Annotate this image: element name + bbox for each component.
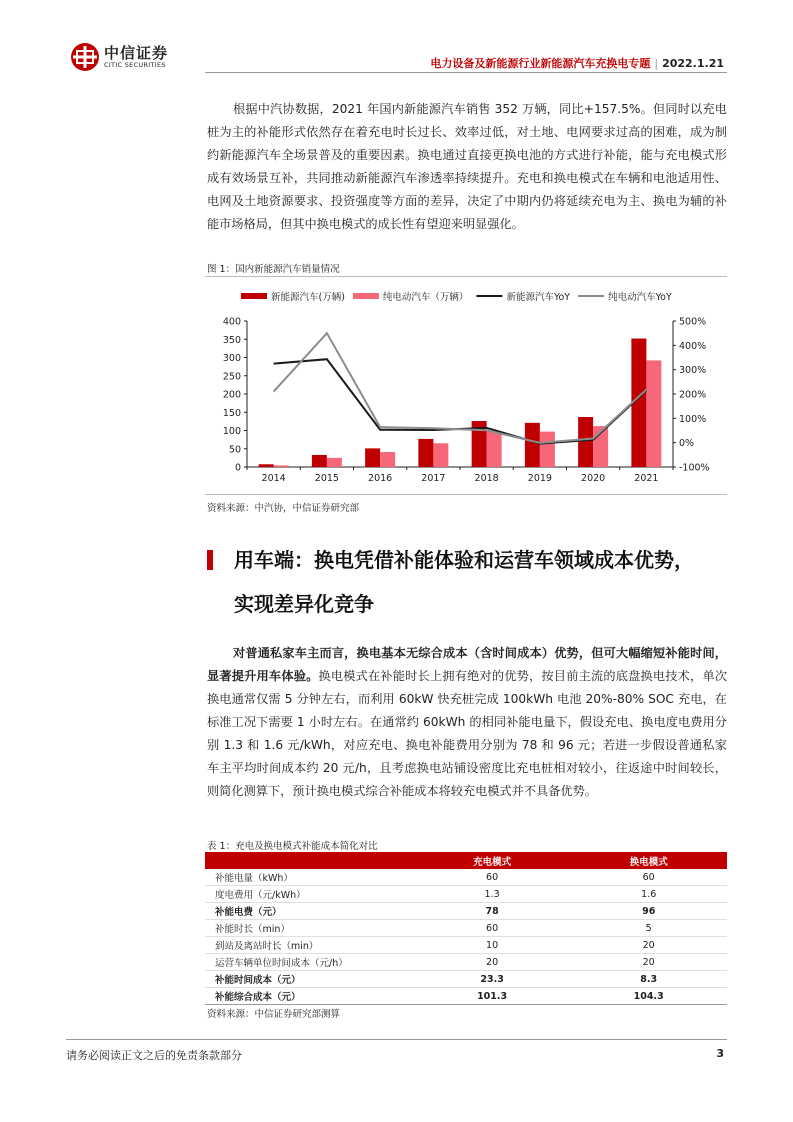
swap-value: 104.3 [570,988,727,1005]
row-label: 度电费用（元/kWh） [205,886,414,903]
intro-paragraph: 根据中汽协数据，2021 年国内新能源汽车销售 352 万辆，同比+157.5%。但同时以充电桩为主的补能形式依然存在着充电时长过长、效率过低，对土地、电网要求过高的困难，成为制约新能源汽车全场景普及的重要因素。换电通过直接更换电池的方式进行补能，能与充电模式形成有效场景互补，共同推动新能源汽车渗透率持续提升。充电和换电模式在车辆和电池适用性、电网及土地资源要求、投资强度等方面的差异，决定了中期内仍将延续充电为主、换电为辅的补能市场格局，但其中换电模式的成长性有望迎来明显强化。 [207,102,727,231]
y-tick-label: 100 [222,426,241,437]
swap-value: 1.6 [570,886,727,903]
cost-comparison-table [205,852,727,1005]
footer-disclaimer: 请务必阅读正文之后的免责条款部分 [66,1049,242,1062]
header-divider [205,72,727,73]
bar-nev [259,464,274,467]
x-tick-label: 2018 [474,473,499,484]
x-tick-label: 2019 [527,473,552,484]
table-row [205,954,727,971]
bar-bev [433,443,448,467]
swap-value: 5 [570,920,727,937]
bar-bev [646,360,661,467]
legend-label: 新能源汽车YoY [506,292,571,303]
charge-value: 101.3 [414,988,571,1005]
y-tick-label: 150 [222,407,241,419]
x-tick-label: 2017 [421,473,446,484]
report-date: 2022.1.21 [662,57,724,70]
section-heading-line1: 用车端：换电凭借补能体验和运营车领域成本优势， [234,548,694,572]
legend-label: 纯电动汽车（万辆） [382,292,469,303]
bar-nev [312,455,327,467]
table-row [205,988,727,1005]
header-separator: | [654,57,659,70]
y-tick-label: 400 [222,316,241,328]
swap-value: 96 [570,903,727,920]
bar-nev [365,448,380,467]
bar-nev [578,417,593,467]
bar-bev [380,452,395,467]
header-blank [205,852,414,869]
row-label: 补能电量（kWh） [205,869,414,886]
header-charge: 充电模式 [414,852,571,869]
charge-value: 60 [414,869,571,886]
legend-label: 新能源汽车(万辆) [271,292,345,303]
y2-tick-label: 200% [679,389,707,401]
x-tick-label: 2015 [314,473,339,484]
table-row [205,971,727,988]
analysis-bold-lead: 对普通私家车主而言，换电基本无综合成本（含时间成本）优势，但可大幅缩短补能时间，显著提升用车体验。 [207,646,727,683]
logo-chinese-name: 中信证券 [104,44,169,62]
table-title: 表 1：充电及换电模式补能成本简化对比 [207,841,378,852]
logo-english-name: CITIC SECURITIES [104,61,166,69]
section-heading-line2: 实现差异化竞争 [234,592,374,616]
row-label: 补能综合成本（元） [205,988,414,1005]
y-tick-label: 0 [234,462,241,474]
row-label: 运营车辆单位时间成本（元/h） [205,954,414,971]
bar-bev [274,465,289,467]
x-tick-label: 2021 [634,473,659,484]
table-header-row [205,852,727,869]
y2-tick-label: 500% [679,316,707,328]
charge-value: 60 [414,920,571,937]
bar-bev [540,432,555,467]
y2-tick-label: 100% [679,413,707,425]
row-label: 到站及离站时长（min） [205,937,414,954]
x-tick-label: 2016 [368,473,393,484]
y-tick-label: 350 [222,334,241,346]
figure-source: 资料来源：中汽协，中信证券研究部 [207,503,360,514]
table-row [205,937,727,954]
figure-bottom-rule [205,494,727,495]
charge-value: 10 [414,937,571,954]
section-marker [207,550,213,570]
legend-label: 纯电动汽车YoY [608,292,672,303]
x-tick-label: 2014 [261,473,286,484]
swap-value: 60 [570,869,727,886]
legend-swatch [353,293,379,299]
y2-tick-label: 400% [679,340,707,352]
x-tick-label: 2020 [581,473,606,484]
row-label: 补能时长（min） [205,920,414,937]
y-tick-label: 250 [222,371,241,383]
legend-swatch [241,293,267,299]
header-swap: 换电模式 [570,852,727,869]
footer-divider [66,1039,727,1040]
citic-logo-icon [70,42,100,72]
bar-nev [525,423,540,467]
figure-top-rule [205,276,727,277]
bar-bev [487,431,502,467]
sales-chart [205,282,727,492]
swap-value: 20 [570,937,727,954]
table-source: 资料来源：中信证券研究部测算 [207,1009,341,1020]
figure-title: 图 1：国内新能源汽车销量情况 [207,264,340,275]
bar-bev [327,458,342,467]
table-row [205,886,727,903]
analysis-body: 换电模式在补能时长上拥有绝对的优势，按目前主流的底盘换电技术，单次换电通常仅需 5 分钟左右，而利用 60kW 快充桩完成 100kWh 电池 20%-80% SOC 充电，在标准工况下需要 1 小时左右。在通常约 60kWh 的相同补能电量下，假设充电、换电度电费用分别 1.3 和 1.6 元/kWh，对应充电、换电补能费用分别为 78 和 96 元；若进一步假设普通私家车主平均时间成本约 20 元/h，且考虑换电站铺设密度比充电桩相对较小，往返途中时间较长，则简化测算下，预计换电模式综合补能成本将较充电模式并不具备优势。 [207,669,728,798]
table-row [205,903,727,920]
bar-nev [418,439,433,467]
report-header [430,55,724,71]
y2-tick-label: -100% [679,462,710,474]
swap-value: 8.3 [570,971,727,988]
row-label: 补能时间成本（元） [205,971,414,988]
table-row [205,920,727,937]
charge-value: 20 [414,954,571,971]
charge-value: 78 [414,903,571,920]
charge-value: 1.3 [414,886,571,903]
charge-value: 23.3 [414,971,571,988]
report-title: 电力设备及新能源行业新能源汽车充换电专题 [430,57,651,70]
y2-tick-label: 300% [679,365,707,377]
y-tick-label: 300 [222,353,241,364]
y2-tick-label: 0% [679,438,695,450]
swap-value: 20 [570,954,727,971]
page-number: 3 [716,1047,724,1060]
analysis-paragraph [207,642,727,803]
row-label: 补能电费（元） [205,903,414,920]
y-tick-label: 50 [228,444,241,456]
y-tick-label: 200 [222,389,241,401]
table-row [205,869,727,886]
